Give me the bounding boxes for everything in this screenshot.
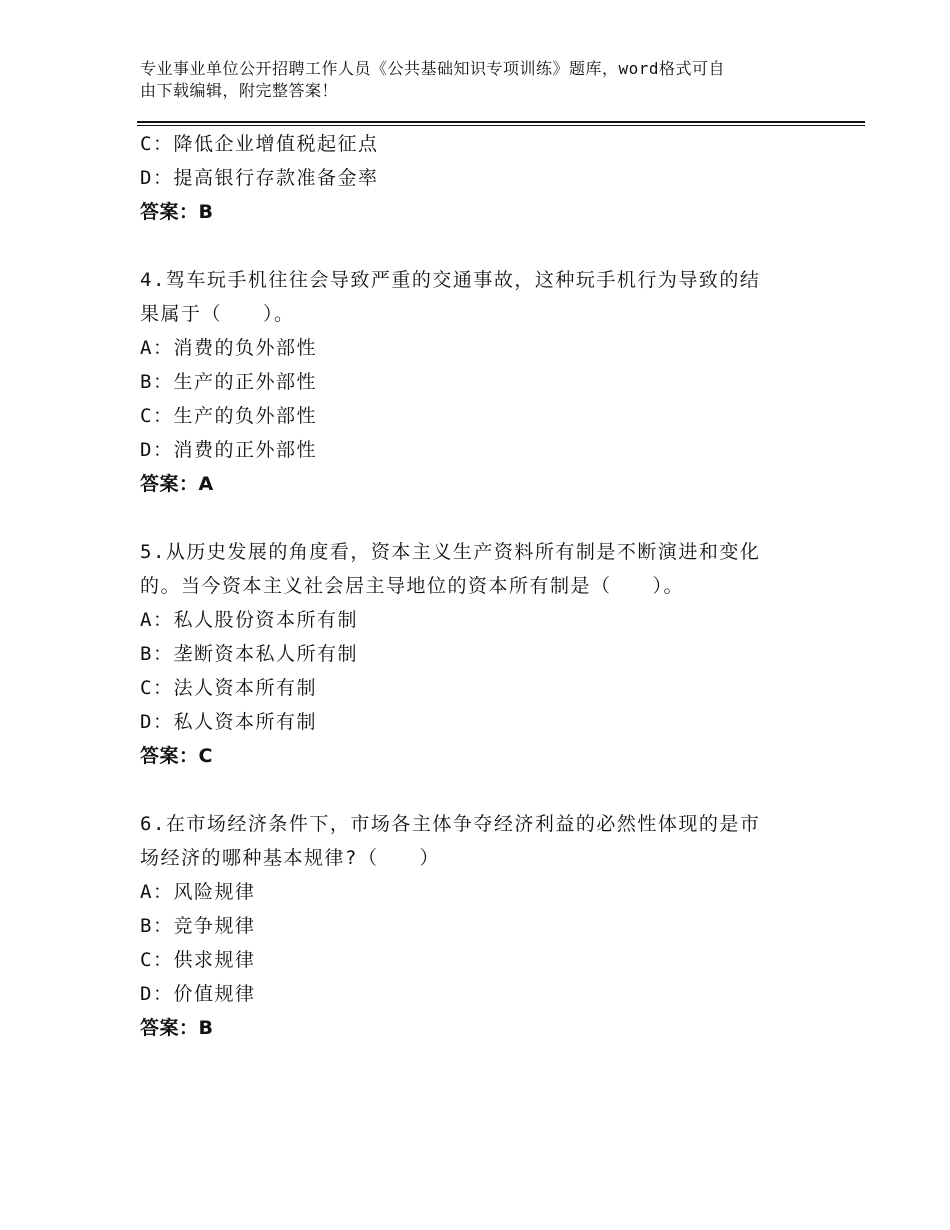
document-body bbox=[140, 127, 820, 1045]
option-c: C：法人资本所有制 bbox=[140, 677, 317, 699]
option-b: B：生产的正外部性 bbox=[140, 371, 317, 393]
spacer bbox=[140, 773, 820, 807]
header-line-2: 由下载编辑，附完整答案！ bbox=[140, 81, 339, 100]
question-3-partial bbox=[140, 127, 820, 229]
question-text-line-1: 5.从历史发展的角度看，资本主义生产资料所有制是不断演进和变化 bbox=[140, 541, 761, 563]
option-d: D：价值规律 bbox=[140, 983, 256, 1005]
question-5 bbox=[140, 535, 820, 773]
question-text-line-2: 的。当今资本主义社会居主导地位的资本所有制是（ ）。 bbox=[140, 575, 685, 597]
header-rule-thin bbox=[137, 125, 865, 126]
answer-line: 答案：A bbox=[140, 473, 214, 495]
spacer bbox=[140, 229, 820, 263]
option-a: A：风险规律 bbox=[140, 881, 256, 903]
option-d: D：提高银行存款准备金率 bbox=[140, 167, 379, 189]
option-d: D：私人资本所有制 bbox=[140, 711, 317, 733]
document-header bbox=[140, 58, 810, 102]
question-6 bbox=[140, 807, 820, 1045]
header-rule-thick bbox=[137, 121, 865, 123]
answer-line: 答案：B bbox=[140, 201, 214, 223]
option-a: A：消费的负外部性 bbox=[140, 337, 317, 359]
header-line-1: 专业事业单位公开招聘工作人员《公共基础知识专项训练》题库，word格式可自 bbox=[140, 59, 726, 78]
question-text-line-1: 6.在市场经济条件下，市场各主体争夺经济利益的必然性体现的是市 bbox=[140, 813, 761, 835]
question-4 bbox=[140, 263, 820, 501]
question-text-line-2: 果属于（ ）。 bbox=[140, 303, 295, 325]
question-text-line-2: 场经济的哪种基本规律?（ ） bbox=[140, 847, 440, 869]
option-a: A：私人股份资本所有制 bbox=[140, 609, 358, 631]
question-text-line-1: 4.驾车玩手机往往会导致严重的交通事故，这种玩手机行为导致的结 bbox=[140, 269, 761, 291]
option-c: C：供求规律 bbox=[140, 949, 256, 971]
option-b: B：垄断资本私人所有制 bbox=[140, 643, 358, 665]
option-b: B：竞争规律 bbox=[140, 915, 256, 937]
option-c: C：降低企业增值税起征点 bbox=[140, 133, 379, 155]
option-c: C：生产的负外部性 bbox=[140, 405, 317, 427]
option-d: D：消费的正外部性 bbox=[140, 439, 317, 461]
answer-line: 答案：C bbox=[140, 745, 213, 767]
spacer bbox=[140, 501, 820, 535]
answer-line: 答案：B bbox=[140, 1017, 214, 1039]
